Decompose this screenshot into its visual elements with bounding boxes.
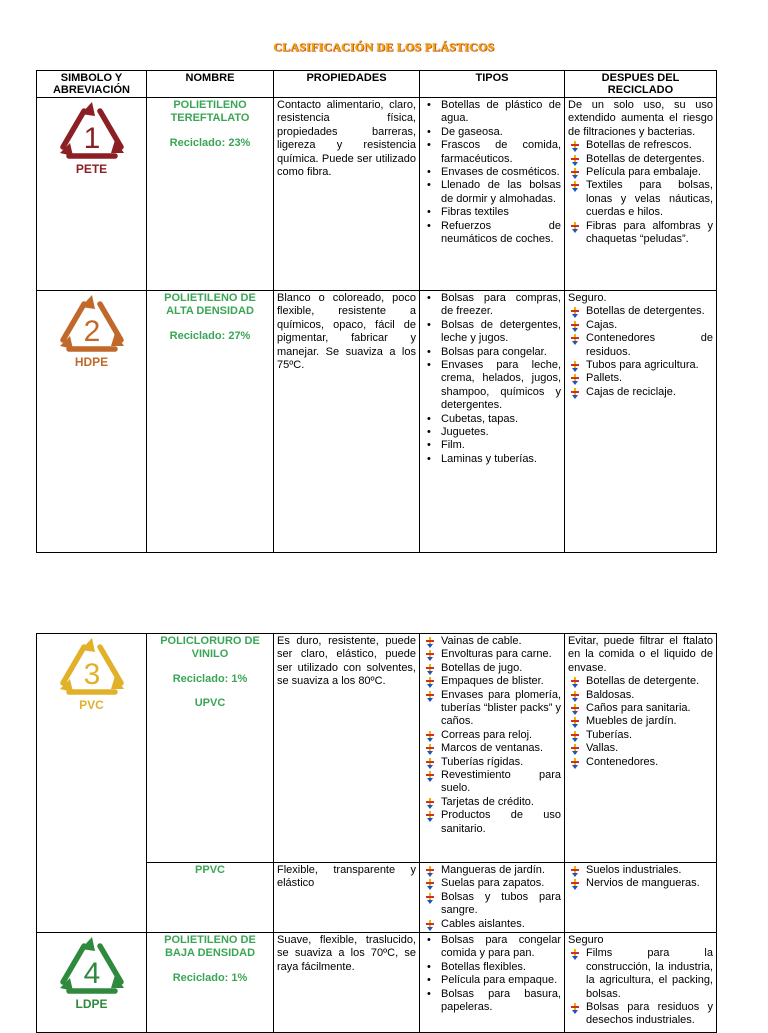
resin-number-pvc: 3: [83, 658, 100, 691]
after-intro-pvc: Evitar, puede filtrar el ftalato en la comida o el liquido de envase.: [568, 635, 713, 674]
list-item: • Botellas de plástico de agua.: [423, 99, 561, 126]
name-cell-pvc: [147, 634, 274, 863]
abbr-ldpe: LDPE: [75, 997, 108, 1012]
after-cell-ppvc: [565, 863, 717, 933]
recycled-rate-pvc: Reciclado: 1%: [172, 672, 248, 685]
list-item: Pallets.: [568, 372, 713, 385]
list-item: Tarjetas de crédito.: [423, 796, 561, 809]
plastics-table-1: [36, 70, 717, 553]
recycle-triangle-icon-pvc: [57, 637, 127, 697]
list-item: • Llenado de las bolsas de dormir y almohadas.: [423, 179, 561, 206]
types-cell-pvc: [420, 634, 565, 863]
recycled-rate-pete: Reciclado: 23%: [169, 136, 251, 149]
properties-pete: Contacto alimentario, claro, resistencia física, propiedades barreras, ligereza y resistencia química. Puede ser utilizado como fibra.: [274, 98, 420, 291]
subtype-upvc: UPVC: [194, 697, 226, 710]
after-cell-ldpe: [565, 933, 717, 1033]
resin-number-pete: 1: [83, 122, 100, 155]
properties-ldpe: Suave, flexible, traslucido, se suaviza a los 70ºC, se raya fácilmente.: [274, 933, 420, 1033]
list-item: • Bolsas para congelar comida y para pan.: [423, 934, 561, 961]
row-ldpe: [37, 933, 717, 1033]
properties-ppvc: Flexible, transparente y elástico: [274, 863, 420, 933]
list-item: Empaques de blister.: [423, 675, 561, 688]
document-title: CLASIFICACIÓN DE LOS PLÁSTICOS: [273, 40, 495, 54]
after-cell-hdpe: [565, 291, 717, 553]
name-cell-hdpe: [147, 291, 274, 553]
after-intro-ldpe: Seguro: [568, 934, 604, 947]
list-item: Bolsas y tubos para sangre.: [423, 891, 561, 918]
header-after-recycling: DESPUES DEL RECICLADO: [565, 71, 717, 98]
recycle-triangle-icon-ldpe: [57, 936, 127, 996]
types-cell-pete: [420, 98, 565, 291]
after-intro-pete: De un solo uso, su uso extendido aumenta el riesgo de filtraciones y bacterias.: [568, 99, 713, 138]
name-cell-ldpe: [147, 933, 274, 1033]
list-item: Contenedores.: [568, 756, 713, 769]
name-cell-pete: [147, 98, 274, 291]
list-item: Cables aislantes.: [423, 918, 561, 931]
types-cell-hdpe: [420, 291, 565, 553]
abbr-pete: PETE: [75, 162, 108, 176]
list-item: Tuberías.: [568, 729, 713, 742]
list-item: Productos de uso sanitario.: [423, 809, 561, 836]
after-cell-pete: [565, 98, 717, 291]
abbr-hdpe: HDPE: [74, 355, 109, 369]
list-item: Bolsas para residuos y desechos industriales.: [568, 1001, 713, 1028]
list-item: Suelos industriales.: [568, 864, 713, 877]
recycle-triangle-icon-pete: [57, 101, 127, 161]
after-cell-pvc: [565, 634, 717, 863]
list-item: • De gaseosa.: [423, 126, 561, 139]
list-item: Fibras para alfombras y chaquetas “peludas”.: [568, 220, 713, 247]
list-item: Baldosas.: [568, 689, 713, 702]
row-hdpe: [37, 291, 717, 553]
name-ppvc: PPVC: [147, 863, 274, 933]
header-types: TIPOS: [420, 71, 565, 98]
properties-pvc: Es duro, resistente, puede ser claro, elástico, puede ser utilizado con solventes, se suaviza a los 80ºC.: [274, 634, 420, 863]
list-item: • Botellas flexibles.: [423, 961, 561, 974]
resin-number-hdpe: 2: [83, 315, 100, 348]
recycle-triangle-icon-hdpe: [57, 294, 127, 354]
list-item: Marcos de ventanas.: [423, 742, 561, 755]
list-item: • Film.: [423, 439, 561, 452]
list-item: • Frascos de comida, farmacéuticos.: [423, 139, 561, 166]
list-item: • Fibras textiles: [423, 206, 561, 219]
recycled-rate-ldpe: Reciclado: 1%: [172, 971, 248, 984]
list-item: • Envases de cosméticos.: [423, 166, 561, 179]
list-item: Envolturas para carne.: [423, 648, 561, 661]
name-pete: POLIETILENO TEREFTALATO: [170, 99, 250, 125]
list-item: Suelas para zapatos.: [423, 877, 561, 890]
list-item: Mangueras de jardín.: [423, 864, 561, 877]
header-name: NOMBRE: [147, 71, 274, 98]
name-hdpe: POLIETILENO DE ALTA DENSIDAD: [164, 292, 256, 318]
abbr-pvc: PVC: [79, 698, 104, 712]
list-item: Botellas de detergente.: [568, 675, 713, 688]
symbol-cell-hdpe: [37, 291, 147, 553]
list-item: Correas para reloj.: [423, 729, 561, 742]
list-item: Contenedores de residuos.: [568, 332, 713, 359]
list-item: Nervios de mangueras.: [568, 877, 713, 890]
row-pvc: [37, 634, 717, 863]
list-item: • Bolsas para basura, papeleras.: [423, 988, 561, 1015]
list-item: Botellas de refrescos.: [568, 139, 713, 152]
list-item: Botellas de jugo.: [423, 662, 561, 675]
list-item: • Bolsas para congelar.: [423, 346, 561, 359]
name-pvc: POLICLORURO DE VINILO: [160, 635, 260, 661]
properties-hdpe: Blanco o coloreado, poco flexible, resistente a químicos, opaco, fácil de pigmentar, fabricar y manejar. Se suaviza a los 75ºC.: [274, 291, 420, 553]
list-item: • Juguetes.: [423, 426, 561, 439]
types-cell-ppvc: [420, 863, 565, 933]
list-item: • Película para empaque.: [423, 974, 561, 987]
symbol-cell-ldpe: [37, 933, 147, 1033]
list-item: Tubos para agricultura.: [568, 359, 713, 372]
types-cell-ldpe: [420, 933, 565, 1033]
header-symbol: SIMBOLO Y ABREVIACIÓN: [37, 71, 147, 98]
resin-number-ldpe: 4: [83, 957, 100, 991]
list-item: Envases para plomería, tuberías “blister packs” y caños.: [423, 689, 561, 729]
list-item: • Envases para leche, crema, helados, jugos, shampoo, químicos y detergentes.: [423, 359, 561, 413]
header-properties: PROPIEDADES: [274, 71, 420, 98]
symbol-cell-pvc: [37, 634, 147, 933]
list-item: Caños para sanitaria.: [568, 702, 713, 715]
after-intro-hdpe: Seguro.: [568, 292, 607, 304]
list-item: Botellas de detergentes.: [568, 153, 713, 166]
list-item: Cajas.: [568, 319, 713, 332]
list-item: • Laminas y tuberías.: [423, 453, 561, 466]
list-item: Muebles de jardín.: [568, 715, 713, 728]
name-ldpe: POLIETILENO DE BAJA DENSIDAD: [164, 934, 256, 960]
symbol-cell-pete: [37, 98, 147, 291]
list-item: Vainas de cable.: [423, 635, 561, 648]
list-item: Films para la construcción, la industria, la agricultura, el packing, bolsas.: [568, 947, 713, 1001]
list-item: Tuberías rígidas.: [423, 756, 561, 769]
list-item: • Refuerzos de neumáticos de coches.: [423, 220, 561, 247]
list-item: Vallas.: [568, 742, 713, 755]
row-pete: [37, 98, 717, 291]
list-item: Cajas de reciclaje.: [568, 386, 713, 399]
table-header-row: [37, 71, 717, 98]
list-item: Revestimiento para suelo.: [423, 769, 561, 796]
list-item: Textiles para bolsas, lonas y velas náuticas, cuerdas e hilos.: [568, 179, 713, 219]
recycled-rate-hdpe: Reciclado: 27%: [169, 329, 251, 342]
list-item: Botellas de detergentes.: [568, 305, 713, 318]
list-item: • Cubetas, tapas.: [423, 413, 561, 426]
list-item: • Bolsas de detergentes, leche y jugos.: [423, 319, 561, 346]
list-item: • Bolsas para compras, de freezer.: [423, 292, 561, 319]
list-item: Película para embalaje.: [568, 166, 713, 179]
plastics-table-2: [36, 633, 717, 1033]
